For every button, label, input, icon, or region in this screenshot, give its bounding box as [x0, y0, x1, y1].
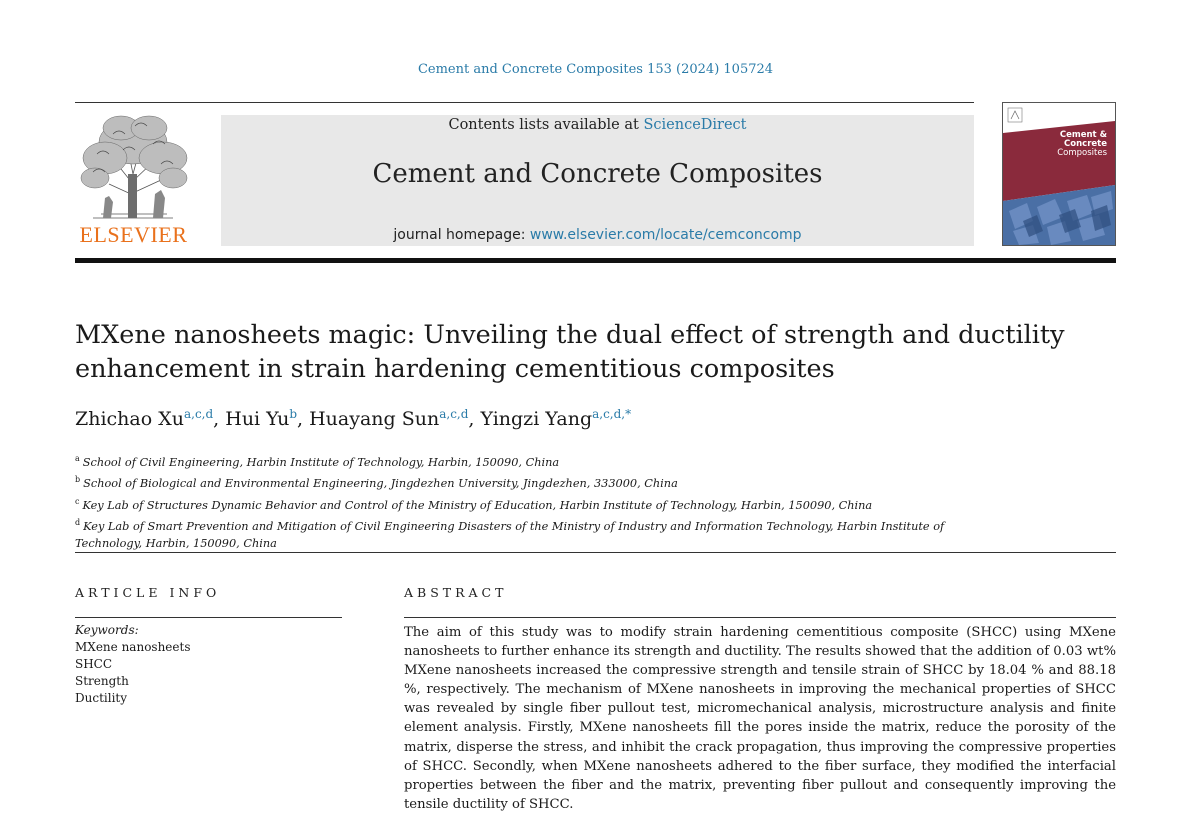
author-separator: , [297, 408, 310, 430]
author-separator: , [213, 408, 226, 430]
affiliation-item [75, 450, 975, 471]
affiliation-mark: c [75, 496, 80, 506]
author-affiliation-link[interactable]: a,c,d [183, 407, 214, 421]
abstract-heading: ABSTRACT [404, 585, 508, 600]
author-affiliation-link[interactable]: a,c,d [439, 407, 469, 421]
abstract-rule [404, 617, 1116, 618]
author-name: Hui Yu [225, 408, 290, 430]
article-info-rule [75, 617, 342, 618]
keyword-item: Ductility [75, 691, 128, 705]
affiliation-text: School of Biological and Environmental Engineering, Jingdezhen University, Jingdezhen, 333000, China [83, 477, 678, 491]
affiliation-mark: b [75, 475, 81, 485]
affiliation-text: School of Civil Engineering, Harbin Institute of Technology, Harbin, 150090, China [82, 456, 560, 469]
affiliation-item [75, 514, 975, 553]
affiliation-list [75, 450, 975, 552]
header-thick-rule [75, 258, 1116, 263]
cover-title-line3: Composites [1057, 148, 1107, 158]
journal-name[interactable]: Cement and Concrete Composites [372, 159, 823, 189]
author-affiliation-link[interactable]: b [289, 407, 297, 421]
cover-title-line1: Cement & [1059, 130, 1107, 140]
author-separator: , [468, 408, 481, 430]
journal-masthead [221, 115, 974, 246]
article-info-heading: ARTICLE INFO [75, 585, 221, 600]
affiliation-text: Key Lab of Smart Prevention and Mitigation of Civil Engineering Disasters of the Ministry of Industry and Information Technology, Harbin Institute of Technology, Harbin, 150090, China [75, 519, 945, 551]
journal-cover-image[interactable] [1002, 102, 1116, 246]
affiliation-item [75, 493, 975, 514]
affiliation-rule [75, 552, 1116, 553]
cover-art-icon [1003, 103, 1115, 245]
author-affiliation-link[interactable]: a,c,d,* [592, 407, 632, 421]
article-title: MXene nanosheets magic: Unveiling the dual effect of strength and ductility enhancement in strain hardening cementitious composites [75, 320, 1065, 384]
elsevier-logo[interactable] [73, 114, 194, 248]
header-top-rule [75, 102, 974, 103]
contents-line [221, 117, 974, 133]
contents-prefix: Contents lists available at [448, 117, 644, 133]
cover-title-line2: Concrete [1064, 139, 1107, 149]
sciencedirect-link[interactable]: ScienceDirect [643, 117, 747, 133]
journal-citation[interactable]: Cement and Concrete Composites 153 (2024) 105724 [417, 62, 774, 77]
affiliation-mark: a [75, 454, 80, 463]
keyword-item: Strength [75, 674, 129, 688]
author-name: Zhichao Xu [75, 408, 184, 430]
keyword-item: SHCC [75, 657, 113, 671]
author-name: Yingzi Yang [480, 408, 593, 430]
homepage-prefix: journal homepage: [393, 227, 530, 243]
affiliation-text: Key Lab of Structures Dynamic Behavior and Control of the Ministry of Education, Harbin Institute of Technology, Harbin, 150090, China [82, 498, 873, 512]
author-name: Huayang Sun [309, 408, 440, 430]
keywords-label: Keywords: [75, 623, 139, 637]
keyword-item: MXene nanosheets [75, 640, 191, 654]
affiliation-item [75, 471, 975, 492]
author-list [75, 407, 1116, 430]
elsevier-wordmark: ELSEVIER [79, 222, 188, 247]
homepage-link[interactable]: www.elsevier.com/locate/cemconcomp [529, 227, 802, 243]
keywords-block [75, 622, 190, 707]
abstract-text: The aim of this study was to modify strain hardening cementitious composite (SHCC) using MXene nanosheets to further enhance its strength and ductility. The results showed that the addition of 0.03 wt% MXene nanosheets increased the compressive strength and tensile strain of SHCC by 18.04 % and 88.18 %, respectively. The mechanism of MXene nanosheets in improving the mechanical properties of SHCC was revealed by single fiber pullout test, micromechanical analysis, microstructure analysis and finite element analysis. Firstly, MXene nanosheets fill the pores inside the matrix, reduce the porosity of the matrix, disperse the stress, and inhibit the crack propagation, thus improving the compressive properties of SHCC. Secondly, when MXene nanosheets adhered to the fiber surface, they modified the interfacial properties between the fiber and the matrix, preventing fiber pullout and consequently improving the tensile ductility of SHCC. [404, 625, 1116, 812]
cover-title [1027, 131, 1107, 158]
elsevier-tree-icon [73, 114, 194, 222]
affiliation-mark: d [75, 517, 81, 527]
homepage-line [221, 227, 974, 243]
